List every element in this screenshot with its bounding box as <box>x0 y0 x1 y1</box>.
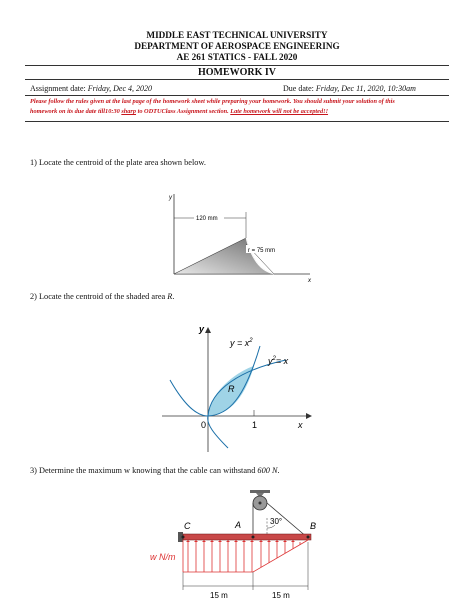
due-date <box>283 84 416 93</box>
angle-label: 30° <box>270 517 283 526</box>
span1-label: 15 m <box>210 591 228 600</box>
due-date-value: Friday, Dec 11, 2020, 10:30am <box>315 84 416 93</box>
y-arrow-icon <box>205 327 211 333</box>
homework-title: HOMEWORK IV <box>197 67 277 78</box>
load-label: w N/m <box>150 552 176 562</box>
notice-late-warning: Late homework will not be accepted!! <box>230 108 329 115</box>
load-arrows <box>188 542 300 572</box>
notice-line-2 <box>30 107 450 116</box>
plate-shape <box>174 238 274 274</box>
q3-force: 600 N <box>257 466 278 475</box>
q2-text-a: 2) Locate the centroid of the shaded area <box>30 292 168 301</box>
notice-sharp: sharp <box>121 108 137 115</box>
span2-label: 15 m <box>272 591 290 600</box>
assignment-date-label: Assignment date: <box>30 84 88 93</box>
dim-120-label: 120 mm <box>196 216 218 222</box>
notice-text-a: homework on its due date till10:30 <box>30 108 122 115</box>
question-2 <box>30 292 174 301</box>
q2-text-c: . <box>172 292 175 301</box>
department-name: DEPARTMENT OF AEROSPACE ENGINEERING <box>134 41 340 51</box>
ceiling-mount <box>250 490 270 493</box>
notice-text-c: to ODTUClass Assignment section. <box>136 108 231 115</box>
fig1-x-label: x <box>308 278 311 284</box>
question-1: 1) Locate the centroid of the plate area shown below. <box>30 158 206 167</box>
q2-region-r: R <box>167 292 173 301</box>
curve2-label: $y^2= x$ <box>268 356 289 366</box>
fig1-y-label: y <box>169 195 172 201</box>
due-date-label: Due date: <box>283 84 316 93</box>
region-r-label: R <box>228 384 235 394</box>
point-a-label: A <box>235 520 242 530</box>
beam-cable-figure <box>150 490 330 608</box>
point-b-label: B <box>310 521 317 531</box>
one-label: 1 <box>252 420 258 430</box>
point-c-label: C <box>184 521 191 531</box>
notice-line-1: Please follow the rules given at the last page of the homework sheet while preparing your homework. You should submit your solution of this <box>30 98 395 105</box>
dates-divider <box>25 95 449 96</box>
x-arrow-icon <box>306 413 312 419</box>
header-divider <box>25 65 449 66</box>
title-divider <box>25 79 449 80</box>
fig2-x-label: x <box>298 420 303 430</box>
university-name: MIDDLE EAST TECHNICAL UNIVERSITY <box>146 30 328 40</box>
fig2-y-label: y <box>199 324 205 334</box>
q3-text-a: 3) Determine the maximum w knowing that the cable can withstand <box>30 466 258 475</box>
notice-divider <box>25 121 449 122</box>
radius-label: r = 75 mm <box>248 248 276 254</box>
curve1-label: $y = x^2$ <box>230 338 253 348</box>
q3-text-c: . <box>277 466 280 475</box>
shaded-area-figure <box>158 320 318 460</box>
assignment-date <box>30 84 152 93</box>
origin-label: 0 <box>201 420 207 430</box>
assignment-date-value: Friday, Dec 4, 2020 <box>87 84 152 93</box>
course-title: AE 261 STATICS - FALL 2020 <box>176 52 298 62</box>
plate-area-figure <box>160 190 320 285</box>
beam <box>183 534 311 540</box>
question-3 <box>30 466 280 475</box>
